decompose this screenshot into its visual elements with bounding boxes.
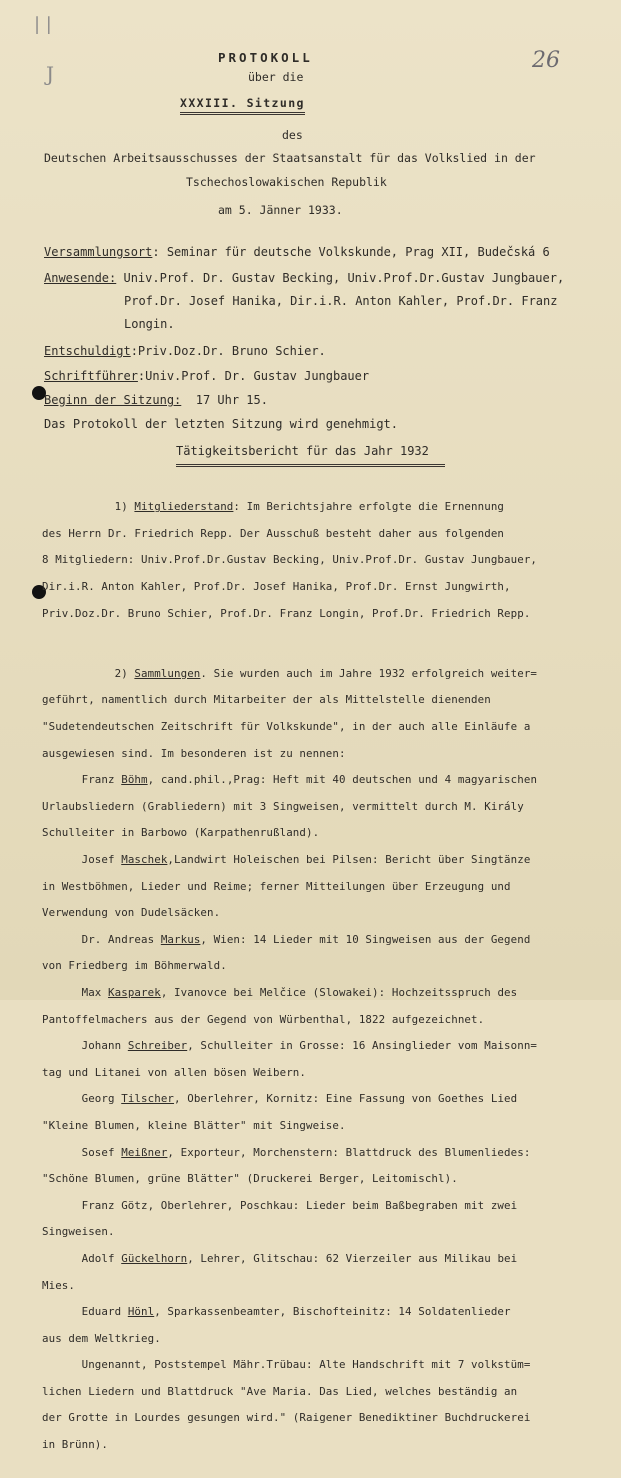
title-line-2: über die [248,70,304,84]
venue-line: Versammlungsort: Seminar für deutsche Volkskunde, Prag XII, Budečská 6 [44,245,550,259]
entry-kasparek-2: Pantoffelmachers aus der Gegend von Würbenthal, 1822 aufgezeichnet. [42,1012,485,1026]
para-2-line-1: 2) Sammlungen. Sie wurden auch im Jahre 1932 erfolgreich weiter= [42,666,538,680]
report-heading: Tätigkeitsbericht für das Jahr 1932 [176,444,445,467]
entry-bohm: Franz Böhm, cand.phil.,Prag: Heft mit 40 deutschen und 4 magyarischen [42,773,538,787]
excused-line: Entschuldigt:Priv.Doz.Dr. Bruno Schier. [44,344,326,358]
entry-kasparek: Max Kasparek, Ivanovce bei Melčice (Slowakei): Hochzeitsspruch des [42,985,518,999]
entry-maschek: Josef Maschek,Landwirt Holeischen bei Pilsen: Bericht über Singtänze [42,853,531,867]
para-2-line-4: ausgewiesen sind. Im besonderen ist zu nennen: [42,746,346,760]
entry-markus: Dr. Andreas Markus, Wien: 14 Lieder mit 10 Singweisen aus der Gegend [42,932,531,946]
para-2-line-2: geführt, namentlich durch Mitarbeiter der als Mittelstelle dienenden [42,693,491,707]
entry-markus-2: von Friedberg im Böhmerwald. [42,959,227,973]
minutes-approved: Das Protokoll der letzten Sitzung wird genehmigt. [44,417,399,431]
entry-tilscher-2: "Kleine Blumen, kleine Blätter" mit Singweise. [42,1118,346,1132]
entry-guckelhorn: Adolf Gückelhorn, Lehrer, Glitschau: 62 Vierzeiler aus Milikau bei [42,1251,518,1265]
attendees-line-1: Anwesende: Univ.Prof. Dr. Gustav Becking, Univ.Prof.Dr.Gustav Jungbauer, [44,271,565,285]
para-1-line-5: Priv.Doz.Dr. Bruno Schier, Prof.Dr. Franz Longin, Prof.Dr. Friedrich Repp. [42,606,531,620]
entry-maschek-3: Verwendung von Dudelsäcken. [42,906,221,920]
handwritten-page-number: 26 [532,48,560,73]
body-text [42,487,537,1478]
entry-schreiber: Johann Schreiber, Schulleiter in Grosse: 16 Ansinglieder vom Maisonn= [42,1039,538,1053]
para-1-line-2: des Herrn Dr. Friedrich Repp. Der Ausschuß besteht daher aus folgenden [42,526,505,540]
para-1-line-1: 1) Mitgliederstand: Im Berichtsjahre erfolgte die Ernennung [42,500,505,514]
entry-tilscher: Georg Tilscher, Oberlehrer, Kornitz: Eine Fassung von Goethes Lied [42,1092,518,1106]
margin-mark-top: | | [34,14,52,35]
committee-name: Deutschen Arbeitsausschusses der Staatsanstalt für das Volkslied in der [44,151,536,165]
entry-honl-2: aus dem Weltkrieg. [42,1331,161,1345]
entry-bohm-2: Urlaubsliedern (Grabliedern) mit 3 Singweisen, vermittelt durch M. Király [42,799,524,813]
secretary-line: Schriftführer:Univ.Prof. Dr. Gustav Jungbauer [44,369,370,383]
para-2-line-3: "Sudetendeutschen Zeitschrift für Volkskunde", in der auch alle Einläufe a [42,720,531,734]
entry-schreiber-2: tag und Litanei von allen bösen Weibern. [42,1065,307,1079]
entry-meissner: Sosef Meißner, Exporteur, Morchenstern: Blattdruck des Blumenliedes: [42,1145,531,1159]
entry-gotz-2: Singweisen. [42,1225,115,1239]
entry-unnamed: Ungenannt, Poststempel Mähr.Trübau: Alte Handschrift mit 7 volkstüm= [42,1358,531,1372]
entry-unnamed-3: der Grotte in Lourdes gesungen wird." (Raigener Benediktiner Buchdruckerei [42,1411,531,1425]
entry-meissner-2: "Schöne Blumen, grüne Blätter" (Druckerei Berger, Leitomischl). [42,1172,458,1186]
attendees-line-2: Prof.Dr. Josef Hanika, Dir.i.R. Anton Kahler, Prof.Dr. Franz [124,294,558,308]
republic-line: Tschechoslowakischen Republik [186,175,387,189]
document-title: PROTOKOLL [218,50,313,65]
entry-gotz: Franz Götz, Oberlehrer, Poschkau: Lieder beim Baßbegraben mit zwei [42,1198,518,1212]
entry-unnamed-2: lichen Liedern und Blattdruck "Ave Maria. Das Lied, welches beständig an [42,1384,518,1398]
para-1-line-4: Dir.i.R. Anton Kahler, Prof.Dr. Josef Hanika, Prof.Dr. Ernst Jungwirth, [42,580,511,594]
start-line: Beginn der Sitzung: 17 Uhr 15. [44,393,268,407]
entry-bohm-3: Schulleiter in Barbowo (Karpathenrußland). [42,826,320,840]
entry-unnamed-4: in Brünn). [42,1438,109,1452]
entry-guckelhorn-2: Mies. [42,1278,76,1292]
attendees-line-3: Longin. [124,317,175,331]
entry-honl: Eduard Hönl, Sparkassenbeamter, Bischofteinitz: 14 Soldatenlieder [42,1305,511,1319]
margin-mark-hook: J [46,62,55,86]
meeting-date: am 5. Jänner 1933. [218,203,343,217]
entry-maschek-2: in Westböhmen, Lieder und Reime; ferner Mitteilungen über Erzeugung und [42,879,511,893]
title-line-4: des [282,128,303,142]
session-number: XXXIII. Sitzung [180,96,305,115]
para-1-line-3: 8 Mitgliedern: Univ.Prof.Dr.Gustav Becking, Univ.Prof.Dr. Gustav Jungbauer, [42,553,538,567]
